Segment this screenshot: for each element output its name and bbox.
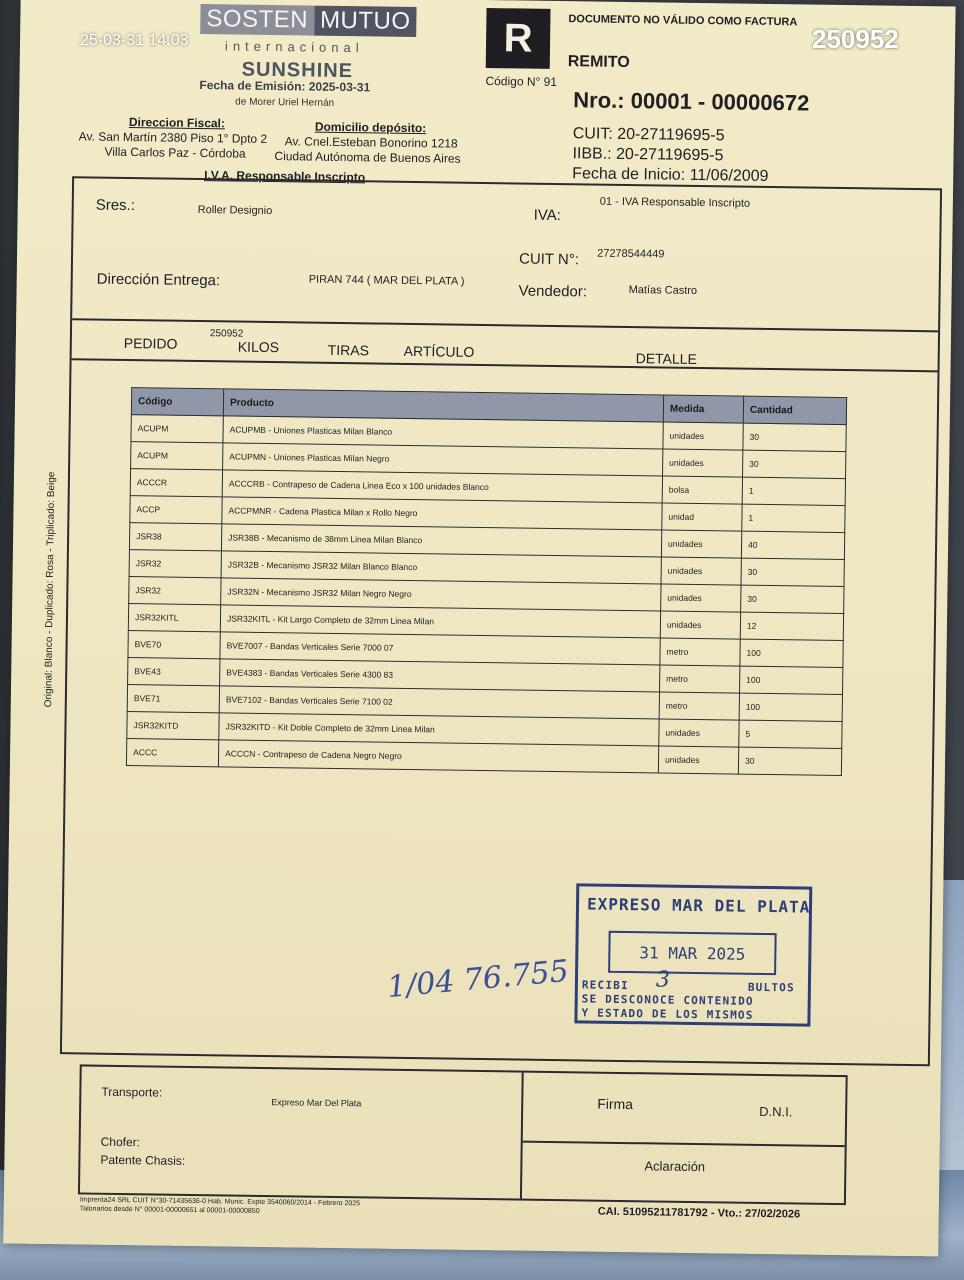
logo-part1: SOSTEN <box>200 4 314 36</box>
cell-medida: unidades <box>660 611 740 639</box>
header-medida: Medida <box>663 395 743 423</box>
cuit-label: CUIT N°: <box>518 250 580 269</box>
cell-medida: unidades <box>661 584 741 612</box>
no-valido-notice: DOCUMENTO NO VÁLIDO COMO FACTURA <box>568 13 798 29</box>
deposito-title: Domicilio depósito: <box>314 119 427 136</box>
deposito-line2: Ciudad Autónoma de Buenos Aires <box>274 149 461 166</box>
dni-label: D.N.I. <box>759 1103 793 1120</box>
kilos-label: KILOS <box>237 338 280 356</box>
tiras-label: TIRAS <box>327 341 370 359</box>
cell-medida: unidades <box>663 449 743 477</box>
articulo-label: ARTÍCULO <box>403 342 475 360</box>
cell-medida: metro <box>660 665 740 693</box>
cell-codigo: JSR32KITL <box>128 604 220 632</box>
cell-producto: JSR38B - Mecanismo de 38mm Linea Milan Blanco <box>221 524 661 557</box>
imprenta-line2: Talonarios desde N° 00001-00000651 al 00001-00000850 <box>79 1205 260 1215</box>
photo-timestamp: 25-03-31 14:03 <box>80 32 189 49</box>
sres-label: Sres.: <box>95 196 136 215</box>
transporte-label: Transporte: <box>101 1084 163 1100</box>
cell-medida: unidades <box>663 422 743 450</box>
cell-cantidad: 100 <box>739 693 842 721</box>
deposito-line1: Av. Cnel.Esteban Bonorino 1218 <box>284 134 458 151</box>
cell-codigo: JSR32KITD <box>127 712 219 740</box>
stamp-line2: SE DESCONOCE CONTENIDO <box>581 992 754 1008</box>
cuit: CUIT: 20-27119695-5 <box>572 125 725 145</box>
aclaracion-label: Aclaración <box>644 1158 706 1175</box>
fecha-inicio: Fecha de Inicio: 11/06/2009 <box>572 165 769 185</box>
cai-number: CAI. 51095211781792 - Vto.: 27/02/2026 <box>597 1205 801 1221</box>
logo-part2: MUTUO <box>314 6 417 37</box>
patente-label: Patente Chasis: <box>100 1152 186 1168</box>
cell-codigo: JSR32 <box>129 577 221 605</box>
cell-medida: unidades <box>658 746 738 774</box>
iva-label: IVA: <box>533 206 562 225</box>
imprenta-line1: Imprenta24 SRL CUIT N°30-71435636-0 Hab. Munic. Expte 3540060/2014 - Febrero 2025 <box>79 1196 361 1208</box>
cell-codigo: ACCC <box>126 739 218 767</box>
cell-cantidad: 30 <box>738 747 841 775</box>
stamp-date: 31 MAR 2025 <box>608 931 777 975</box>
cell-producto: BVE7007 - Bandas Verticales Serie 7000 07 <box>220 632 660 665</box>
iva-condition: I.V.A. Responsable Inscripto <box>204 168 366 185</box>
detalle-label: DETALLE <box>635 350 697 367</box>
stamp-bultos: BULTOS <box>747 980 795 995</box>
cell-cantidad: 1 <box>742 504 845 532</box>
direccion-fiscal-line2: Villa Carlos Paz - Córdoba <box>104 144 246 161</box>
cell-cantidad: 100 <box>740 639 843 667</box>
stamp-count: 3 <box>655 967 671 993</box>
pedido-value: 250952 <box>209 328 244 340</box>
cell-producto: ACCPMNR - Cadena Plastica Milan x Rollo Negro <box>222 497 662 530</box>
vendedor-label: Vendedor: <box>518 282 588 301</box>
document-letter: R <box>486 8 551 69</box>
cell-codigo: BVE70 <box>128 631 220 659</box>
company-logo <box>200 4 411 37</box>
cell-cantidad: 100 <box>740 666 843 694</box>
logo-subtitle: internacional <box>224 38 364 56</box>
direccion-fiscal-line1: Av. San Martín 2380 Piso 1° Dpto 2 <box>78 129 268 146</box>
cuit-value: 27278544449 <box>597 247 665 261</box>
stamp-title: EXPRESO MAR DEL PLATA <box>586 894 811 917</box>
cell-cantidad: 1 <box>742 477 845 505</box>
transporte-value: Expreso Mar Del Plata <box>271 1097 362 1109</box>
header-producto: Producto <box>223 389 663 422</box>
cell-medida: unidades <box>661 557 741 585</box>
cell-medida: unidades <box>661 530 741 558</box>
cell-cantidad: 30 <box>743 423 846 451</box>
direccion-fiscal-title: Direccion Fiscal: <box>128 115 226 131</box>
photo-id-number: 250952 <box>812 24 899 54</box>
cell-producto: ACUPMB - Uniones Plasticas Milan Blanco <box>223 416 663 449</box>
cell-codigo: ACUPM <box>131 415 223 443</box>
cell-medida: unidad <box>662 503 742 531</box>
fecha-emision: Fecha de Emisión: 2025-03-31 <box>199 78 371 95</box>
header-cantidad: Cantidad <box>743 396 846 424</box>
remito-document <box>3 0 955 1256</box>
cell-medida: metro <box>659 692 739 720</box>
cell-producto: ACCCN - Contrapeso de Cadena Negro Negro <box>218 740 658 773</box>
cell-producto: JSR32N - Mecanismo JSR32 Milan Negro Negro <box>221 578 661 611</box>
copies-note: Original: Blanco - Duplicado: Rosa - Triplicado: Beige <box>43 471 58 708</box>
cell-producto: BVE7102 - Bandas Verticales Serie 7100 02 <box>219 686 659 719</box>
cell-codigo: ACCP <box>130 496 222 524</box>
stamp-line3: Y ESTADO DE LOS MISMOS <box>581 1006 754 1022</box>
cell-producto: ACCCRB - Contrapeso de Cadena Linea Eco x 100 unidades Blanco <box>222 470 662 503</box>
cell-producto: BVE4383 - Bandas Verticales Serie 4300 83 <box>220 659 660 692</box>
cell-medida: unidades <box>659 719 739 747</box>
cell-cantidad: 30 <box>741 558 844 586</box>
vendedor-value: Matías Castro <box>628 284 698 297</box>
cell-cantidad: 5 <box>739 720 842 748</box>
cell-cantidad: 12 <box>740 612 843 640</box>
direccion-label: Dirección Entrega: <box>96 270 221 290</box>
items-table <box>126 387 847 776</box>
cell-producto: JSR32KITD - Kit Doble Completo de 32mm Linea Milan <box>219 713 659 746</box>
footer-box <box>78 1064 848 1208</box>
sres-value: Roller Designio <box>197 203 273 218</box>
cell-producto: JSR32B - Mecanismo JSR32 Milan Blanco Blanco <box>221 551 661 584</box>
header-codigo: Código <box>131 388 223 416</box>
chofer-label: Chofer: <box>100 1134 141 1150</box>
codigo-number: Código N° 91 <box>485 73 558 89</box>
cell-medida: bolsa <box>662 476 742 504</box>
iva-value: 01 - IVA Responsable Inscripto <box>599 195 751 210</box>
cell-cantidad: 30 <box>741 585 844 613</box>
owner-name: de Morer Uriel Hernán <box>235 96 335 109</box>
brand-logo: SUNSHINE <box>241 58 354 83</box>
document-type: REMITO <box>567 53 630 72</box>
direccion-value: PIRAN 744 ( MAR DEL PLATA ) <box>308 273 465 288</box>
stamp-recibi: RECIBI <box>581 978 629 993</box>
firma-label: Firma <box>597 1095 634 1113</box>
cell-codigo: BVE71 <box>127 685 219 713</box>
cell-cantidad: 40 <box>741 531 844 559</box>
cell-codigo: JSR32 <box>129 550 221 578</box>
iibb: IIBB.: 20-27119695-5 <box>572 145 724 165</box>
pedido-label: PEDIDO <box>123 334 178 352</box>
document-number: Nro.: 00001 - 00000672 <box>573 87 810 116</box>
cell-producto: JSR32KITL - Kit Largo Completo de 32mm Linea Milan <box>220 605 660 638</box>
cell-codigo: BVE43 <box>128 658 220 686</box>
cell-codigo: ACUPM <box>131 442 223 470</box>
cell-medida: metro <box>660 638 740 666</box>
handwritten-note: 1/04 76.755 <box>385 953 571 1006</box>
cell-codigo: JSR38 <box>129 523 221 551</box>
cell-producto: ACUPMN - Uniones Plasticas Milan Negro <box>223 443 663 476</box>
cell-codigo: ACCCR <box>130 469 222 497</box>
cell-cantidad: 30 <box>743 450 846 478</box>
reception-stamp <box>574 883 812 1026</box>
